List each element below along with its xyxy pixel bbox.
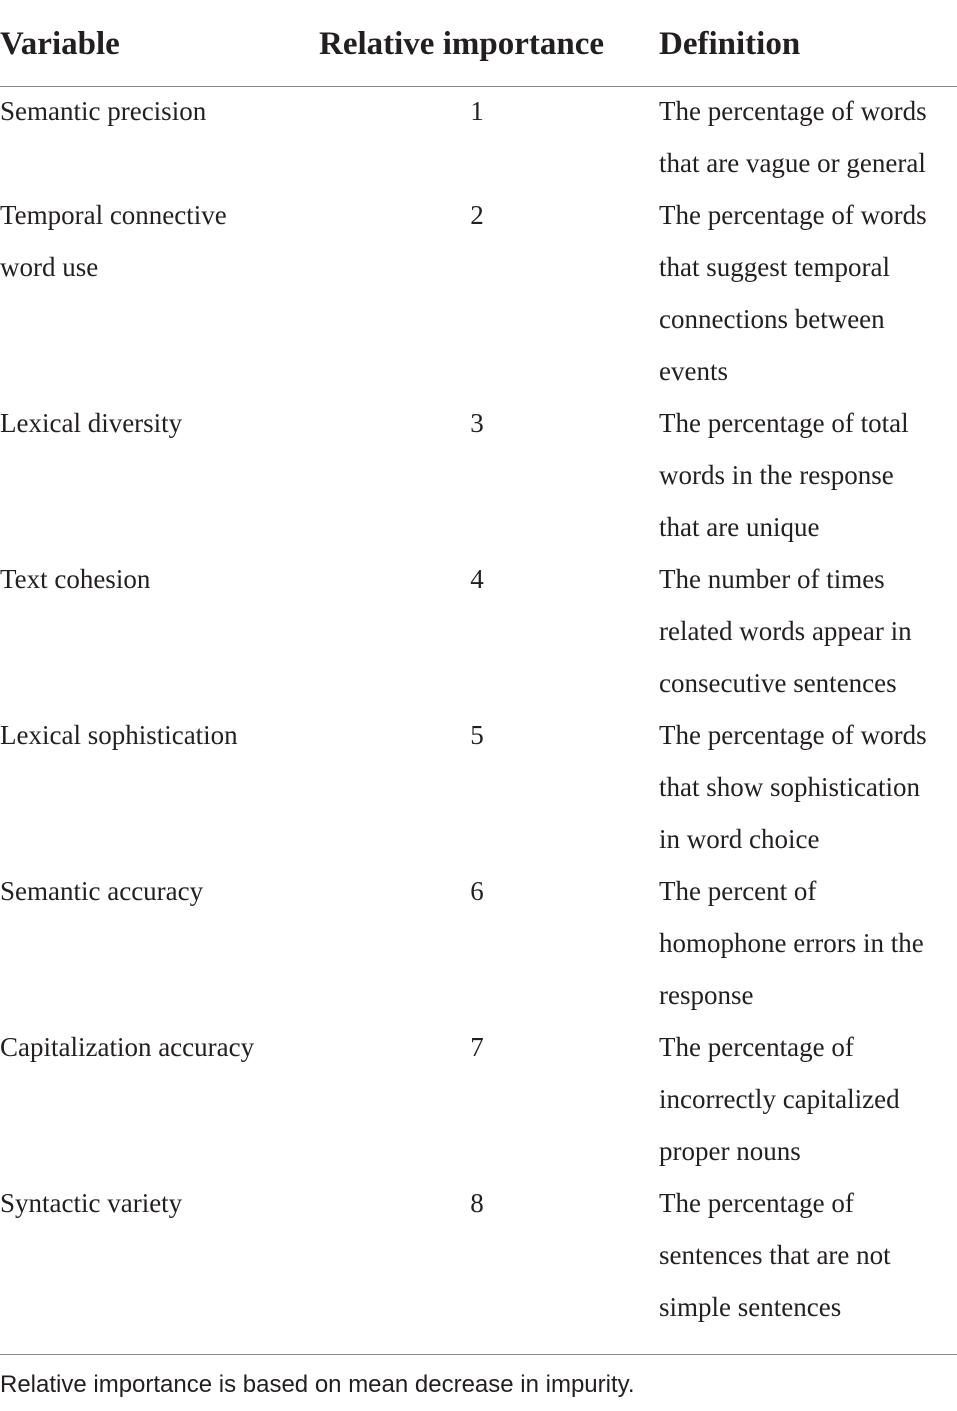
cell-variable-line: Semantic precision: [0, 96, 207, 126]
cell-variable: [0, 709, 300, 761]
cell-variable: [0, 1177, 300, 1229]
cell-definition-line: The percentage of words: [659, 200, 927, 230]
cell-definition-line: incorrectly capitalized: [659, 1084, 900, 1114]
table-footer: [0, 1354, 957, 1401]
cell-definition-line: The percentage of: [659, 1188, 854, 1218]
cell-definition-line: The number of times: [659, 564, 885, 594]
cell-definition-line: The percentage of: [659, 1032, 854, 1062]
cell-definition-line: The percentage of words: [659, 96, 927, 126]
footnote: Relative importance is based on mean decrease in impurity.: [0, 1371, 635, 1398]
header-variable: Variable: [0, 26, 120, 62]
table-row: [0, 865, 957, 1021]
cell-definition-line: that suggest temporal: [659, 252, 890, 282]
cell-definition-line: that show sophistication: [659, 772, 920, 802]
cell-relative-importance: 2: [470, 200, 484, 230]
cell-definition-line: in word choice: [659, 824, 820, 854]
cell-definition-line: events: [659, 356, 728, 386]
table-row: [0, 709, 957, 865]
cell-variable: [0, 865, 300, 917]
cell-definition-line: words in the response: [659, 460, 894, 490]
cell-definition-line: that are vague or general: [659, 148, 926, 178]
cell-definition-line: homophone errors in the: [659, 928, 924, 958]
table-row: [0, 1021, 957, 1177]
table-row: [0, 397, 957, 553]
cell-variable-line: Temporal connective: [0, 200, 227, 230]
cell-relative-importance: 8: [470, 1188, 484, 1218]
cell-definition: [659, 189, 957, 397]
cell-definition-line: connections between: [659, 304, 885, 334]
cell-definition-line: The percentage of total: [659, 408, 909, 438]
cell-variable-line: Lexical diversity: [0, 408, 183, 438]
cell-relative-importance: 1: [470, 96, 484, 126]
cell-relative-importance: 4: [470, 564, 484, 594]
table-row: [0, 85, 957, 189]
cell-variable-line: Syntactic variety: [0, 1188, 183, 1218]
cell-variable-line: Semantic accuracy: [0, 876, 204, 906]
cell-definition-line: sentences that are not: [659, 1240, 891, 1270]
cell-definition: [659, 553, 957, 709]
cell-definition: [659, 709, 957, 865]
cell-variable: [0, 85, 300, 137]
cell-definition: [659, 85, 957, 189]
cell-variable-line: Capitalization accuracy: [0, 1032, 255, 1062]
table-row: [0, 189, 957, 397]
cell-definition-line: that are unique: [659, 512, 820, 542]
cell-definition-line: The percentage of words: [659, 720, 927, 750]
cell-variable-line: Lexical sophistication: [0, 720, 238, 750]
cell-relative-importance: 3: [470, 408, 484, 438]
cell-definition-line: response: [659, 980, 754, 1010]
cell-variable-line: Text cohesion: [0, 564, 151, 594]
cell-definition-line: The percent of: [659, 876, 817, 906]
cell-definition: [659, 865, 957, 1021]
header-definition: Definition: [659, 26, 801, 62]
cell-variable: [0, 553, 300, 605]
header-relative-importance: Relative importance: [319, 26, 604, 62]
cell-definition: [659, 397, 957, 553]
cell-definition: [659, 1021, 957, 1177]
cell-definition-line: related words appear in: [659, 616, 912, 646]
cell-variable: [0, 189, 300, 293]
cell-definition: [659, 1177, 957, 1333]
table-row: [0, 553, 957, 709]
cell-relative-importance: 5: [470, 720, 484, 750]
cell-relative-importance: 6: [470, 876, 484, 906]
cell-definition-line: proper nouns: [659, 1136, 801, 1166]
table-row: [0, 1177, 957, 1333]
cell-variable-line: word use: [0, 252, 99, 282]
cell-definition-line: simple sentences: [659, 1292, 842, 1322]
cell-variable: [0, 397, 300, 449]
table-header: [0, 0, 957, 87]
cell-definition-line: consecutive sentences: [659, 668, 897, 698]
cell-relative-importance: 7: [470, 1032, 484, 1062]
cell-variable: [0, 1021, 300, 1073]
